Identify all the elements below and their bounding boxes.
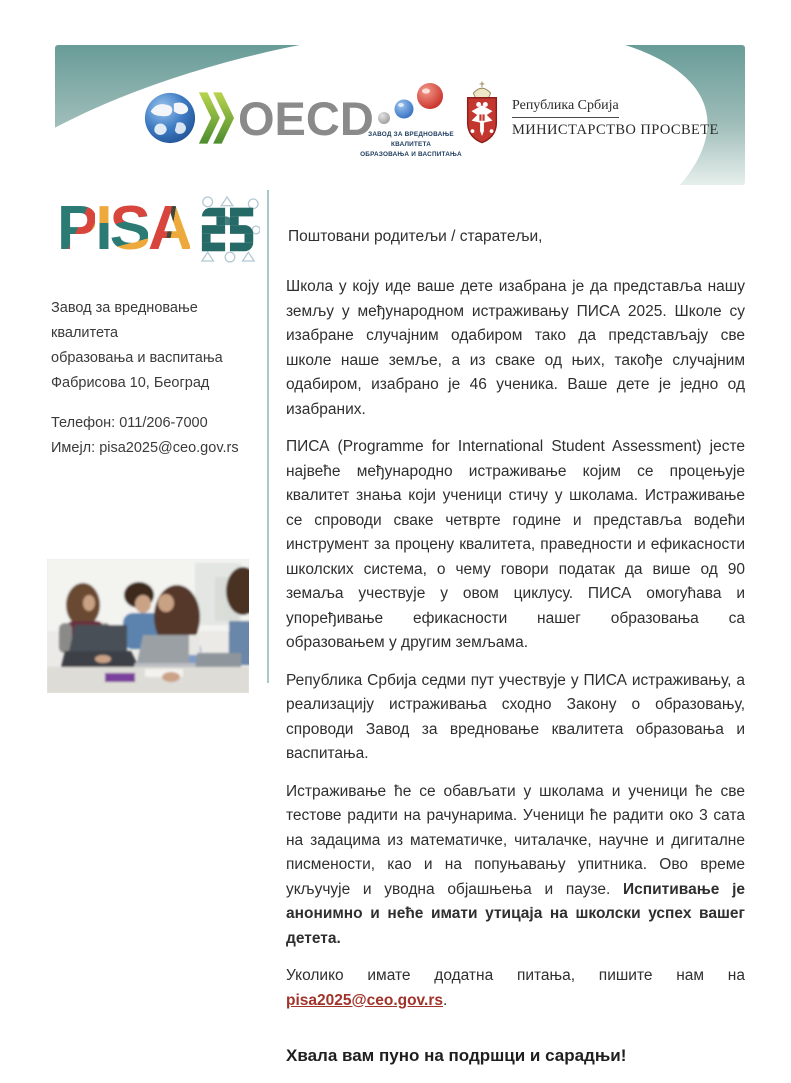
pisa-letter-p: P: [57, 194, 96, 263]
ministry-logo: [461, 79, 719, 149]
letter-body: [286, 228, 745, 1083]
ministry-name-label: МИНИСТАРСТВО ПРОСВЕТЕ: [512, 122, 719, 138]
zavod-logo: [353, 83, 469, 160]
pisa-logo: [57, 194, 260, 264]
oecd-wordmark: OECD: [238, 91, 374, 145]
sidebar-contact-block: [51, 296, 256, 461]
sidebar-divider: [267, 190, 269, 683]
header-banner: [55, 45, 745, 185]
greeting-line: Поштовани родитељи / старатељи,: [288, 228, 543, 245]
paragraph-questions: [286, 964, 745, 1013]
students-photo: [47, 559, 249, 693]
pisa-wordmark: [57, 194, 190, 263]
phone-line: [51, 411, 256, 436]
pisa-letter-i: I: [95, 194, 110, 263]
email-label: Имејл:: [51, 440, 96, 456]
serbia-crest-icon: [461, 79, 503, 149]
ministry-country-label: Република Србија: [512, 98, 619, 118]
email-value: pisa2025@ceo.gov.rs: [99, 440, 239, 456]
paragraph-selection: Школа у коју иде ваше дете изабрана је да представља нашу земљу у међународном истраживању ПИСА 2025. Школе су изабране случајним одабиром тако да представљају све школе наше земље, а из сваке од њих, такође случајним одабиром, изабрано је 46 ученика. Ваше дете је једно од изабраних.: [286, 278, 745, 418]
pisa-letter-s: S: [109, 194, 148, 263]
anonymity-notice: Испитивање је анонимно и неће имати утицаја на школски успех вашег детета.: [286, 880, 746, 947]
paragraph-serbia-participation: Република Србија седми пут учествује у ПИСА истраживању, а реализацију истраживања сходно Закону о образовању, спроводи Завод за вредновање квалитета образовања и васпитања.: [286, 671, 745, 762]
questions-text: Уколико имате додатна питања, пишите нам на: [286, 967, 745, 984]
zavod-balls-icon: [374, 83, 448, 125]
questions-period: .: [443, 991, 448, 1009]
org-name-line1: Завод за вредновање квалитета: [51, 300, 198, 341]
contact-email-link[interactable]: pisa2025@ceo.gov.rs: [286, 991, 443, 1009]
zavod-name-line2: ОБРАЗОВАЊА И ВАСПИТАЊА: [360, 150, 462, 158]
phone-value: 011/206-7000: [119, 415, 208, 431]
closing-line: Хвала вам пуно на подршци и сарадњи!: [286, 1046, 627, 1065]
email-line: [51, 436, 256, 461]
phone-label: Телефон:: [51, 415, 116, 431]
org-name-line2: образовања и васпитања: [51, 350, 223, 366]
paragraph-about-pisa: ПИСА (Programme for International Student Assessment) јесте највеће међународно истраживање којим се процењује квалитет знања који ученици стичу у школама. Истраживање се спроводи сваке четврте године и представља водећи инструмент за процену квалитета, праведности и ефикасности школских система, о чему говори податак да више од 90 земаља учествује у овом циклусу. ПИСА омогућава и упоређивање ефикасности нашег образовања са образовањем у другим земљама.: [286, 438, 745, 651]
testing-details-text: Истраживање ће се обављати у школама и ученици ће све тестове радити на рачунарима. Ученици ће радити око 3 сата на задацима из математичке, читалачке, научне и дигиталне писмености, као и на попуњавању упитника. Ово време укључује и уводна објашњења и паузе.: [286, 782, 745, 898]
org-address: Фабрисова 10, Београд: [51, 375, 210, 391]
oecd-logo: [143, 91, 374, 145]
globe-icon: [143, 91, 197, 145]
zavod-name-line1: ЗАВОД ЗА ВРЕДНОВАЊЕ КВАЛИТЕТА: [368, 131, 454, 148]
pisa-25-mosaic-icon: [198, 194, 260, 264]
pisa-letter-a: A: [147, 194, 190, 263]
oecd-chevrons-icon: [197, 91, 235, 145]
paragraph-testing-details: [286, 780, 745, 952]
